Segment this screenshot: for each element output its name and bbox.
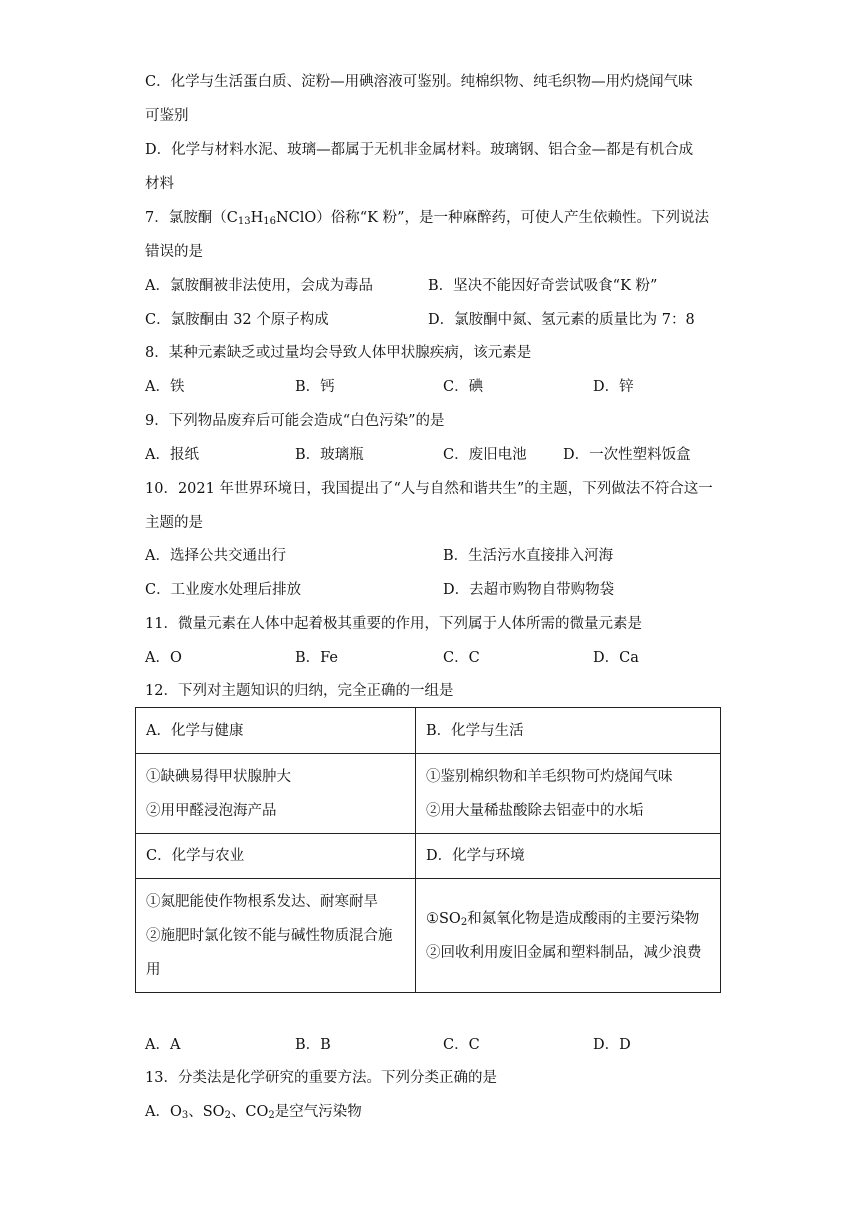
table-cell-a-head: A．化学与健康 (136, 708, 416, 754)
q11-option-c: C．C (443, 650, 480, 666)
table-c-item-1: ①氮肥能使作物根系发达、耐寒耐旱 (146, 893, 378, 910)
q6-option-d-line2: 材料 (145, 176, 174, 192)
table-a-item-2: ②用甲醛浸泡海产品 (146, 802, 277, 819)
table-cell-d-head: D．化学与环境 (416, 834, 721, 879)
q12-knowledge-table (135, 707, 721, 993)
q8-option-a: A．铁 (145, 379, 185, 395)
table-cell-c-head: C．化学与农业 (136, 834, 416, 879)
q6-option-c-line2: 可鉴别 (145, 108, 189, 124)
q9-option-b: B．玻璃瓶 (295, 447, 364, 463)
q7-stem-line2: 错误的是 (145, 244, 203, 260)
q9-stem: 9．下列物品废弃后可能会造成“白色污染”的是 (145, 413, 445, 429)
q8-option-c: C．碘 (443, 379, 484, 395)
q7-option-c: C．氯胺酮由 32 个原子构成 (145, 312, 329, 328)
table-cell-a-body (136, 754, 416, 834)
q7-option-d: D．氯胺酮中氮、氢元素的质量比为 7：8 (428, 312, 695, 328)
table-b-item-1: ①鉴别棉织物和羊毛织物可灼烧闻气味 (426, 768, 673, 785)
table-a-item-1: ①缺碘易得甲状腺肿大 (146, 768, 291, 785)
table-cell-d-body (416, 879, 721, 993)
table-b-item-2: ②用大量稀盐酸除去铝壶中的水垢 (426, 802, 644, 819)
q10-stem-line1: 10．2021 年世界环境日，我国提出了“人与自然和谐共生”的主题，下列做法不符合这一 (145, 481, 713, 497)
q6-option-c-line1: C．化学与生活蛋白质、淀粉—用碘溶液可鉴别。纯棉织物、纯毛织物—用灼烧闻气味 (145, 74, 693, 90)
q11-option-b: B．Fe (295, 650, 339, 666)
q13-stem: 13．分类法是化学研究的重要方法。下列分类正确的是 (145, 1070, 497, 1086)
q9-option-c: C．废旧电池 (443, 447, 527, 463)
q10-option-b: B．生活污水直接排入河海 (443, 548, 614, 564)
table-d-item-2: ②回收利用废旧金属和塑料制品，减少浪费 (426, 944, 702, 961)
q8-option-d: D．锌 (593, 379, 634, 395)
table-d-item-1: $①SO_2$和氮氧化物是造成酸雨的主要污染物 (426, 910, 700, 928)
q8-option-b: B．钙 (295, 379, 335, 395)
q10-option-c: C．工业废水处理后排放 (145, 582, 302, 598)
q7-option-b: B．坚决不能因好奇尝试吸食“K 粉” (428, 278, 658, 294)
q11-option-a: A．O (145, 650, 182, 666)
table-cell-b-head: B．化学与生活 (416, 708, 721, 754)
q10-option-d: D．去超市购物自带购物袋 (443, 582, 615, 598)
q7-option-a: A．氯胺酮被非法使用，会成为毒品 (145, 278, 373, 294)
q6-option-d-line1: D．化学与材料水泥、玻璃—都属于无机非金属材料。玻璃钢、铝合金—都是有机合成 (145, 142, 694, 158)
q12-option-a: A．A (145, 1037, 181, 1053)
table-cell-b-body (416, 754, 721, 834)
table-c-item-2: ②施肥时氯化铵不能与碱性物质混合施 (146, 927, 393, 944)
q9-option-d: D．一次性塑料饭盒 (563, 447, 691, 463)
q12-option-d: D．D (593, 1037, 631, 1053)
q11-option-d: D．Ca (593, 650, 639, 666)
q10-option-a: A．选择公共交通出行 (145, 548, 286, 564)
q13-option-a: A．$O_3$、$SO_2$、$CO_2$是空气污染物 (145, 1104, 362, 1121)
q11-stem: 11．微量元素在人体中起着极其重要的作用，下列属于人体所需的微量元素是 (145, 616, 642, 632)
q8-stem: 8．某种元素缺乏或过量均会导致人体甲状腺疾病，该元素是 (145, 345, 532, 361)
q7-stem-line1: 7．氯胺酮$(C_{13}H_{16}NClO)$俗称“K 粉”，是一种麻醉药，可使人产生依赖性。下列说法 (145, 210, 710, 227)
q12-option-c: C．C (443, 1037, 480, 1053)
q10-stem-line2: 主题的是 (145, 515, 203, 531)
table-cell-c-body (136, 879, 416, 993)
q12-option-b: B．B (295, 1037, 331, 1053)
q9-option-a: A．报纸 (145, 447, 199, 463)
table-c-item-2-cont: 用 (146, 961, 161, 978)
q12-stem: 12．下列对主题知识的归纳，完全正确的一组是 (145, 683, 454, 699)
